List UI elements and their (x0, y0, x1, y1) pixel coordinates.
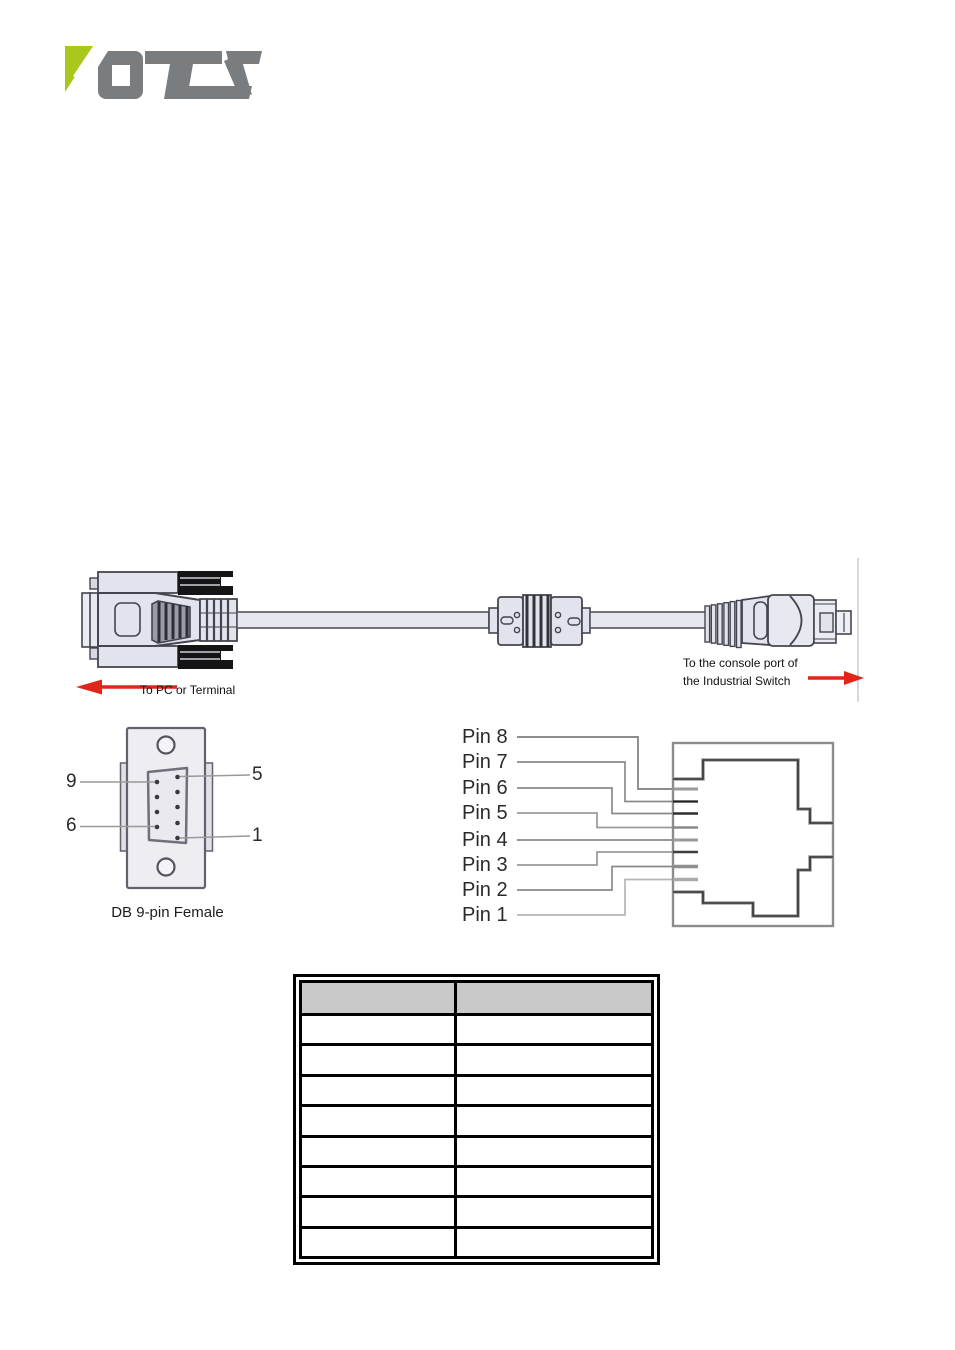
logo-letter-o (98, 51, 143, 99)
d-sub-shell (148, 768, 187, 843)
bead-cap-right (582, 608, 590, 633)
rj45-pin6-label: Pin 6 (462, 777, 508, 799)
table-row (301, 1227, 653, 1257)
table-cell (456, 1136, 653, 1166)
ots-logo (60, 38, 280, 108)
table-cell (301, 1075, 456, 1105)
db9-caption: DB 9-pin Female (111, 904, 224, 921)
table-cell (301, 1166, 456, 1196)
wire-pin7 (517, 762, 673, 802)
rj45-pin1-label: Pin 1 (462, 904, 508, 926)
table-row (301, 1106, 653, 1136)
logo-letters (98, 51, 262, 99)
table-cell (456, 1227, 653, 1257)
rj45-pin2-label: Pin 2 (462, 879, 508, 901)
table-row (301, 1136, 653, 1166)
logo-letter-t-bar (145, 51, 222, 64)
db9-connector-art (82, 571, 237, 669)
table-cell (301, 1197, 456, 1227)
table-cell (456, 1166, 653, 1196)
table-cell (456, 1045, 653, 1075)
table-cell (301, 1015, 456, 1045)
boot-ribs (705, 601, 741, 648)
table-row (301, 1197, 653, 1227)
rj45-pin8-label: Pin 8 (462, 726, 508, 748)
table-header-cell (301, 982, 456, 1015)
table-cell (301, 1045, 456, 1075)
grip-notch-top (221, 577, 233, 586)
caption-to-pc: To PC or Terminal (140, 683, 236, 697)
table-header-row (301, 982, 653, 1015)
table-cell (456, 1075, 653, 1105)
caption-console-line1: To the console port of (683, 656, 798, 670)
shell-bottom (98, 646, 178, 667)
pin-assignment-table (293, 974, 660, 1265)
db9-pin1-label: 1 (252, 825, 263, 846)
pin-wire-routes (517, 737, 673, 915)
table-row (301, 1045, 653, 1075)
bead-block-left (498, 597, 523, 645)
db9-pin5-label: 5 (252, 764, 263, 785)
grip-notch-bottom (221, 651, 233, 660)
rj45-jack-outline (673, 743, 833, 926)
rj45-pin7-label: Pin 7 (462, 751, 508, 773)
right-arrow-icon (844, 671, 864, 685)
wire-pin2 (517, 867, 673, 891)
table-cell (301, 1136, 456, 1166)
db9-pin6-label: 6 (66, 815, 77, 836)
table-cell (456, 1106, 653, 1136)
rj45-pin3-label: Pin 3 (462, 854, 508, 876)
cable-segment-right (590, 612, 706, 628)
shell-top (98, 572, 178, 593)
bead-block-right (551, 597, 582, 645)
caption-console-line2: the Industrial Switch (683, 674, 791, 688)
cable-segment-left (237, 612, 489, 628)
table-row (301, 1075, 653, 1105)
ribbed-collar (200, 599, 237, 641)
table-row (301, 1166, 653, 1196)
rj45-plug-art (705, 595, 851, 648)
wire-pin5 (517, 813, 673, 828)
left-arrow-icon (76, 680, 102, 695)
table-header-cell (456, 982, 653, 1015)
rj45-pin5-label: Pin 5 (462, 802, 508, 824)
table-cell (456, 1197, 653, 1227)
logo-letter-s-bottom (180, 86, 252, 99)
wire-pin1 (517, 880, 673, 916)
table-row (301, 1015, 653, 1045)
db9-pin9-label: 9 (66, 771, 77, 792)
plug-latch (820, 613, 833, 632)
wire-pin8 (517, 737, 673, 789)
db9-female-figure (60, 720, 295, 905)
wire-pin3 (517, 852, 673, 865)
table-cell (301, 1227, 456, 1257)
bead-cap-left (489, 608, 498, 633)
rj45-pin4-label: Pin 4 (462, 829, 508, 851)
ferrite-bead-art (489, 595, 590, 647)
screw-hole-top (158, 737, 175, 754)
screw-hole-bottom (158, 859, 175, 876)
plug-body (768, 595, 814, 646)
table-cell (301, 1106, 456, 1136)
table-cell (456, 1015, 653, 1045)
